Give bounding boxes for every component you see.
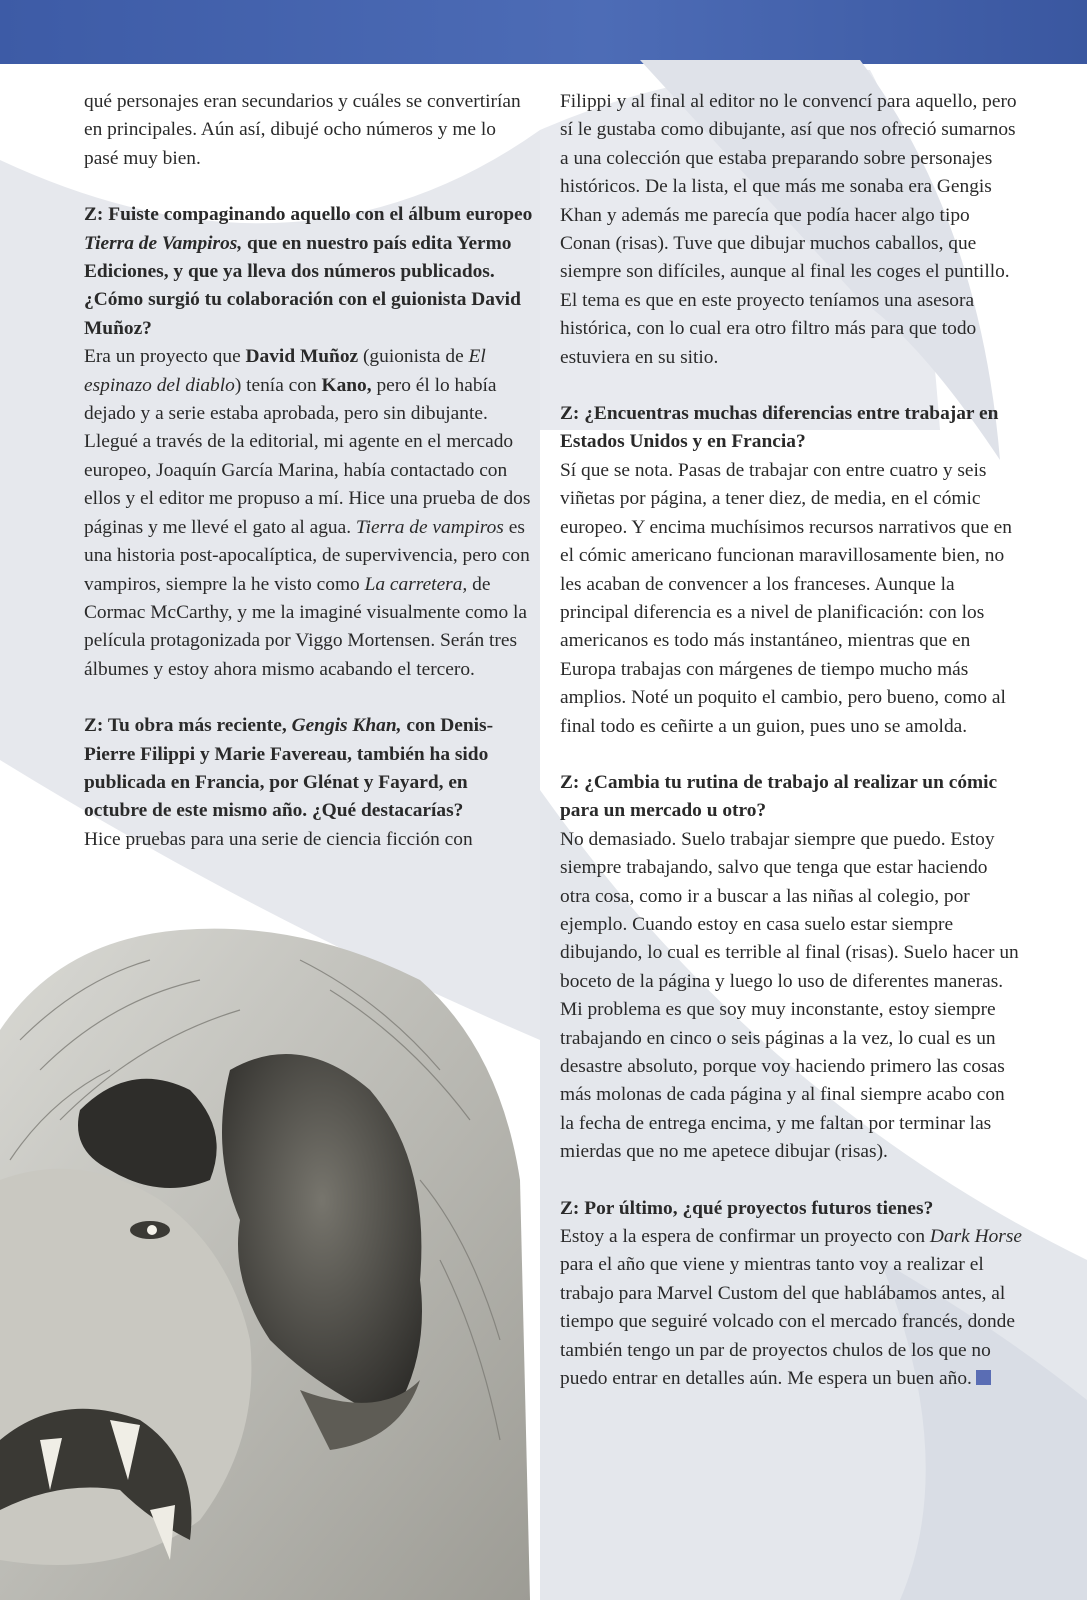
answer-gengis-khan-cont: Filippi y al final al editor no le convencí para aquello, pero sí le gustaba como dibujante, así que nos ofreció sumarnos a una colección que estaba preparando sobre personajes históricos. De la lista, el que más me sonaba era Gengis Khan y además me parecía que podía hacer algo tipo Conan (risas). Tuve que dibujar muchos caballos, que siempre son difíciles, aunque al final les coges el puntillo. El tema es que en este proyecto teníamos una asesora histórica, con lo cual era otro filtro más para que todo estuviera en su sitio.	[560, 91, 1017, 368]
answer-future: Estoy a la espera de confirmar un proyecto con Dark Horse para el año que viene y mientras tanto voy a realizar el trabajo para Marvel Custom del que hablábamos antes, al tiempo que seguiré volcado con el mercado francés, donde también tengo un par de proyectos chulos de los que no puedo entrar en detalles aún. Me espera un buen año.	[560, 1226, 1022, 1390]
question-vampiros: Z: Fuiste compaginando aquello con el álbum europeo Tierra de Vampiros, que en nuestro país edita Yermo Ediciones, y que ya lleva dos números publicados. ¿Cómo surgió tu colaboración con el guionista David Muñoz?	[84, 204, 533, 339]
answer-routine: No demasiado. Suelo trabajar siempre que puedo. Estoy siempre trabajando, salvo que tenga que estar haciendo otra cosa, como ir a buscar a las niñas al colegio, por ejemplo. Cuando estoy en casa suelo estar siempre dibujando, lo cual es terrible al final (risas). Suelo hacer un boceto de la página y luego lo uso de diferentes maneras. Mi problema es que soy muy inconstante, estoy siempre trabajando en cinco o seis páginas a la vez, lo cual es un desastre absoluto, porque voy haciendo primero las cosas más molonas de cada página y al final siempre acabo con la fecha de entrega encima, y me faltan por terminar las mierdas que no me apetece dibujar (risas).	[560, 828, 1019, 1163]
right-article-column	[560, 88, 1022, 1393]
end-of-article-mark	[976, 1370, 991, 1385]
question-routine: Z: ¿Cambia tu rutina de trabajo al realizar un cómic para un mercado u otro?	[560, 771, 998, 822]
lion-and-panther-illustration	[0, 920, 530, 1600]
left-article-column	[84, 88, 534, 854]
answer-vampiros: Era un proyecto que David Muñoz (guionista de El espinazo del diablo) tenía con Kano, pero él lo había dejado y a serie estaba aprobada, pero sin dibujante. Llegué a través de la editorial, mi agente en el mercado europeo, Joaquín García Marina, había contactado con ellos y el editor me propuso a mí. Hice una prueba de dos páginas y me llevé el gato al agua. Tierra de vampiros es una historia post-apocalíptica, de supervivencia, pero con vampiros, siempre la he visto como La carretera, de Cormac McCarthy, y me la imaginé visualmente como la película protagonizada por Viggo Mortensen. Serán tres álbumes y estoy ahora mismo acabando el tercero.	[84, 346, 531, 680]
intro-paragraph: qué personajes eran secundarios y cuáles se convertirían en principales. Aún así, dibujé ocho números y me lo pasé muy bien.	[84, 91, 521, 169]
answer-gengis-khan-start: Hice pruebas para una serie de ciencia ficción con	[84, 828, 473, 850]
question-gengis-khan: Z: Tu obra más reciente, Gengis Khan, con Denis-Pierre Filippi y Marie Favereau, también ha sido publicada en Francia, por Glénat y Fayard, en octubre de este mismo año. ¿Qué destacarías?	[84, 715, 494, 822]
answer-differences: Sí que se nota. Pasas de trabajar con entre cuatro y seis viñetas por página, a tener diez, de media, en el cómic europeo. Y encima muchísimos recursos narrativos que en el cómic americano funcionan maravillosamente bien, no les acaban de convencer a los franceses. Aunque la principal diferencia es a nivel de planificación: con los americanos es todo más instantáneo, mientras que en Europa trabajas con márgenes de tiempo mucho más amplios. Noté un poquito el cambio, pero bueno, como al final todo es ceñirte a un guion, pues uno se amolda.	[560, 459, 1012, 737]
question-differences: Z: ¿Encuentras muchas diferencias entre trabajar en Estados Unidos y en Francia?	[560, 403, 999, 453]
question-future: Z: Por último, ¿qué proyectos futuros tienes?	[560, 1197, 934, 1219]
